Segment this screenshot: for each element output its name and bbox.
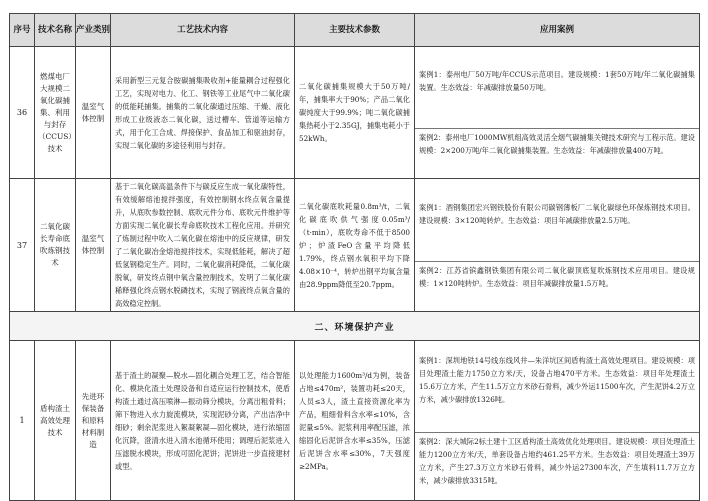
header-cases: 应用案例	[415, 14, 700, 47]
technology-catalog-table	[9, 13, 700, 501]
row-category: 温室气体控制	[76, 47, 111, 179]
case-item: 案例2：泰州电厂1000MW机组高效灵活全烟气碳捕集关键技术研究与工程示范。建设规模：2×200万吨/年二氧化碳捕集装置。生态效益：年减碳排放量400万吨。	[415, 128, 699, 159]
row-cases	[415, 47, 700, 179]
case-item: 案例1：酒钢集团宏兴钢铁股份有限公司碳钢薄板厂二氧化碳绿色环保炼钢技术项目。建设规模：3×120吨转炉。生态效益：项目年减碳排放量2.5万吨。	[419, 202, 695, 225]
row-tech-name: 二氧化碳长寿命底吹炼钢技术	[35, 179, 76, 312]
header-process: 工艺技术内容	[111, 14, 295, 47]
table-row	[10, 179, 700, 312]
row-category: 先进环保装备和原料材料制造	[76, 341, 111, 501]
row-params: 二氧化碳底吹耗量0.8m³/t，二氧化碳底吹供气强度0.05m³/（t·min），底吹寿命不低于8500炉；炉渣FeO含量平均降低1.79%，终点钢水氧积平均下降4.08×10⁻⁴，转炉出钢平均氧含量由28.9ppm降低至20.7ppm。	[295, 179, 415, 312]
row-process: 基于渣土的凝聚—脱水—固化耦合处理工艺，结合智能化、模块化渣土处理设备和自适应运行控制技术，使盾构渣土通过高压喷淋—振动筛分模块，分离出粗骨料；筛下物进入水力旋流模块，实现泥砂分离，产出洁净中细砂；剩余泥浆进入絮凝絮凝—固化模块，进行浓缩固化沉降，澄清水进入清水池循环使用；调理后泥浆进入压滤脱水模块，形成可固化泥饼；泥饼进一步直接建材或型。	[111, 341, 295, 501]
row-process: 采用新型三元复合胺碳捕集吸收剂+能量耦合过程强化工艺，实现对电力、化工、钢铁等工业尾气中二氧化碳的低能耗捕集。捕集的二氧化碳通过压缩、干燥、液化形成工业级液态二氧化碳，送过槽车、管道等运输方式，用于化工合成、焊接保护、食品加工和驱油封存，实现二氧化碳的多途径利用与封存。	[111, 47, 295, 179]
table-header-row	[10, 14, 700, 47]
row-no: 37	[10, 179, 35, 312]
section-heading-row	[10, 312, 700, 341]
row-no: 36	[10, 47, 35, 179]
row-params: 二氧化碳捕集规模大于50万吨/年，捕集率大于90%；产品二氧化碳纯度大于99.9%；吨二氧化碳捕集热耗小于2.35GJ，捕集电耗小于52kWh。	[295, 47, 415, 179]
row-cases	[415, 179, 700, 312]
row-tech-name: 盾构渣土高效处理技术	[35, 341, 76, 501]
row-cases	[415, 341, 700, 501]
row-category: 温室气体控制	[76, 179, 111, 312]
header-category: 产业类别	[76, 14, 111, 47]
row-no: 1	[10, 341, 35, 501]
header-params: 主要技术参数	[295, 14, 415, 47]
case-item: 案例1：深圳地铁14号线东线风井—朱洋坑区间盾构渣土高效处理项目。建设规模：项目处理渣土能力1750立方米/天，设备占地470平方米。生态效益：项目年处理渣土15.6万立方米，产生11.5万立方米砂石骨料，减少外运11500车次，产生泥饼4.2万立方米，减少碳排放1326吨。	[419, 356, 695, 404]
table-row	[10, 47, 700, 179]
case-item: 案例2：深大城际2标土建十工区盾构渣土高效优化处理项目。建设规模：项目处理渣土能力1200立方米/天，单套设备占地约461.25平方米。生态效益：项目处理渣土39万立方米，产生27.3万立方米砂石骨料，减少外运27300车次，产生填料11.7万立方米，减少碳排放3315吨。	[415, 432, 699, 489]
case-item: 案例2：江苏省镔鑫钢铁集团有限公司二氧化碳顶底复吹炼钢技术应用项目。建设规模：1×120吨转炉。生态效益：项目年减碳排放量1.5万吨。	[415, 261, 699, 292]
header-tech-name: 技术名称	[35, 14, 76, 47]
row-process: 基于二氧化碳高温条件下与碳反应生成一氧化碳特性，有效缓解熔池搅拌强度，有效控制钢水终点氧含量提升，从底吹参数控制、底吹元件分布、底吹元件维护等方面实现二氧化碳长寿命底吹技术工程化应用。并研究了炼制过程中吹入二氧化碳在熔池中的反应规律，研发了二氧化碳冶金熔池搅拌技术，实现低能耗，解决了超低氢钢稳定生产。同时，二氧化碳消耗降低，二氧化碳脱氧，研发终点钢中氧含量控制技术，发明了二氧化碳稀释强化终点钢水脱磷技术，实现了钢液终点氧含量的高效稳定控制。	[111, 179, 295, 312]
row-tech-name: 燃煤电厂大规模二氧化碳捕集、利用与封存（CCUS）技术	[35, 47, 76, 179]
row-params: 以处理能力1600m³/d为例，装备占地≤470m²，装置功耗≤20天，人员≤3人，渣土直接资源化率为产品，粗细骨料含水率≤10%，含泥量≤5%。泥浆利用率配压滤，浓缩固化后泥饼含水率≤35%，压滤后泥饼含水率≤30%，7天强度≥2MPa。	[295, 341, 415, 501]
table-row	[10, 341, 700, 501]
section-title: 二、环境保护产业	[10, 312, 700, 341]
header-no: 序号	[10, 14, 35, 47]
case-item: 案例1：泰州电厂50万吨/年CCUS示范项目。建设规模：1套50万吨/年二氧化碳捕集装置。生态效益：年减碳排放量50万吨。	[419, 70, 695, 92]
